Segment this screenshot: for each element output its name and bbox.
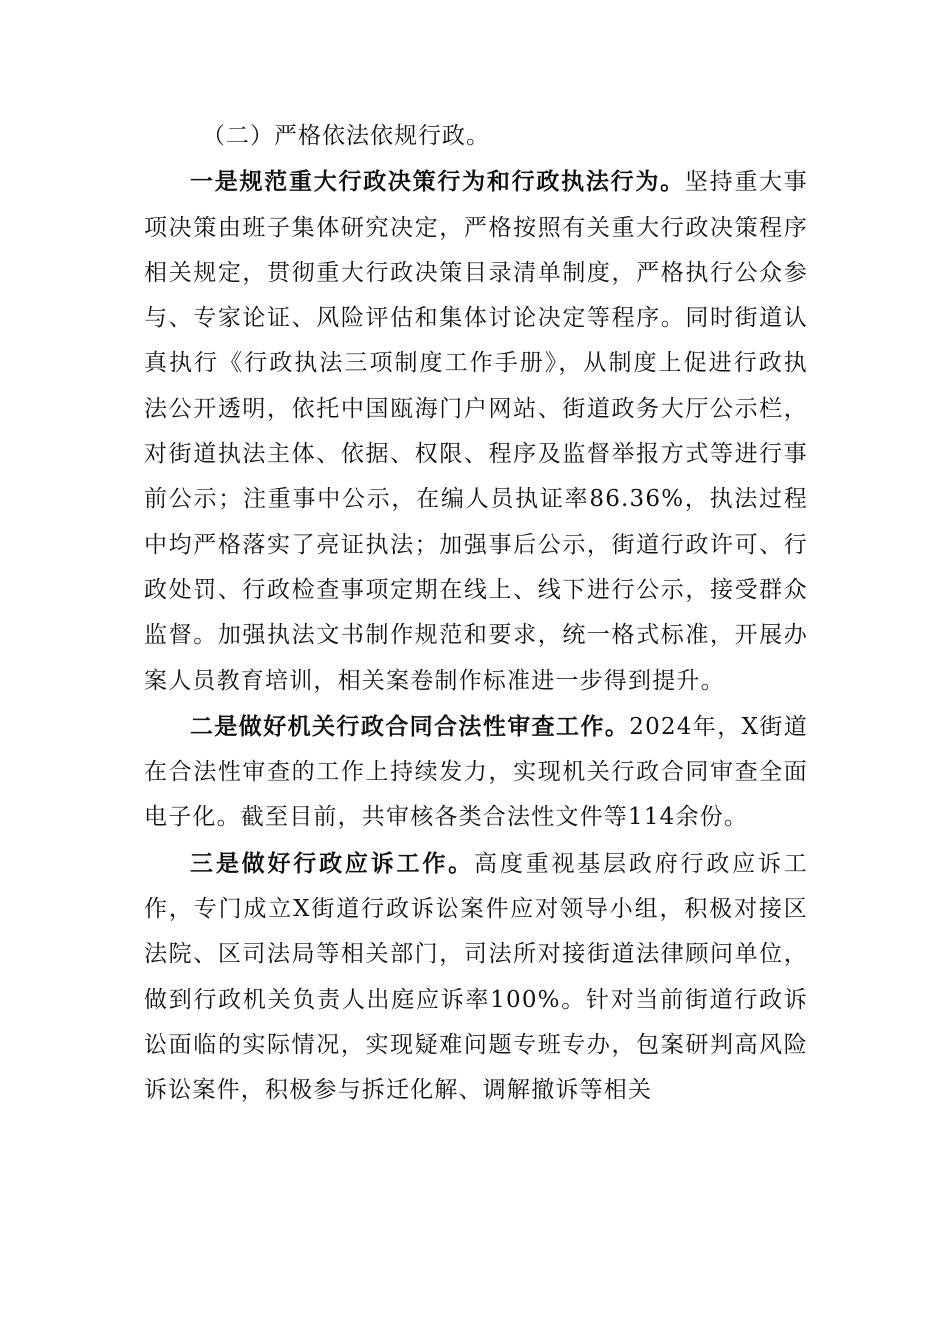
paragraph-2 [144,704,808,841]
paragraph-2-lead: 二是做好机关行政合同合法性审查工作。 [190,712,630,740]
paragraph-3-lead: 三是做好行政应诉工作。 [190,849,474,877]
paragraph-1-lead: 一是规范重大行政决策行为和行政执法行为。 [190,168,685,196]
paragraph-1-body: 坚持重大事项决策由班子集体研究决定，严格按照有关重大行政决策程序相关规定，贯彻重大行政决策目录清单制度，严格执行公众参与、专家论证、风险评估和集体讨论决定等程序。同时街道认真执行《行政执法三项制度工作手册》，从制度上促进行政执法公开透明，依托中国瓯海门户网站、街道政务大厅公示栏，对街道执法主体、依据、权限、程序及监督举报方式等进行事前公示；注重事中公示，在编人员执证率86.36%，执法过程中均严格落实了亮证执法；加强事后公示，街道行政许可、行政处罚、行政检查事项定期在线上、线下进行公示，接受群众监督。加强执法文书制作规范和要求，统一格式标准，开展办案人员教育培训，相关案卷制作标准进一步得到提升。 [144,169,809,694]
document-page [144,114,808,1114]
paragraph-3-body: 高度重视基层政府行政应诉工作，专门成立X街道行政诉讼案件应对领导小组，积极对接区法院、区司法局等相关部门，司法所对接街道法律顾问单位，做到行政机关负责人出庭应诉率100%。针对当前街道行政诉讼面临的实际情况，实现疑难问题专班专办，包案研判高风险诉讼案件，积极参与拆迁化解、调解撤诉等相关 [144,850,809,1104]
paragraph-3 [144,841,808,1114]
section-heading: （二）严格依法依规行政。 [202,123,490,149]
paragraph-1 [144,159,808,704]
paragraph-2-body: 2024年，X街道在合法性审查的工作上持续发力，实现机关行政合同审查全面电子化。截至目前，共审核各类合法性文件等114余份。 [144,713,808,831]
